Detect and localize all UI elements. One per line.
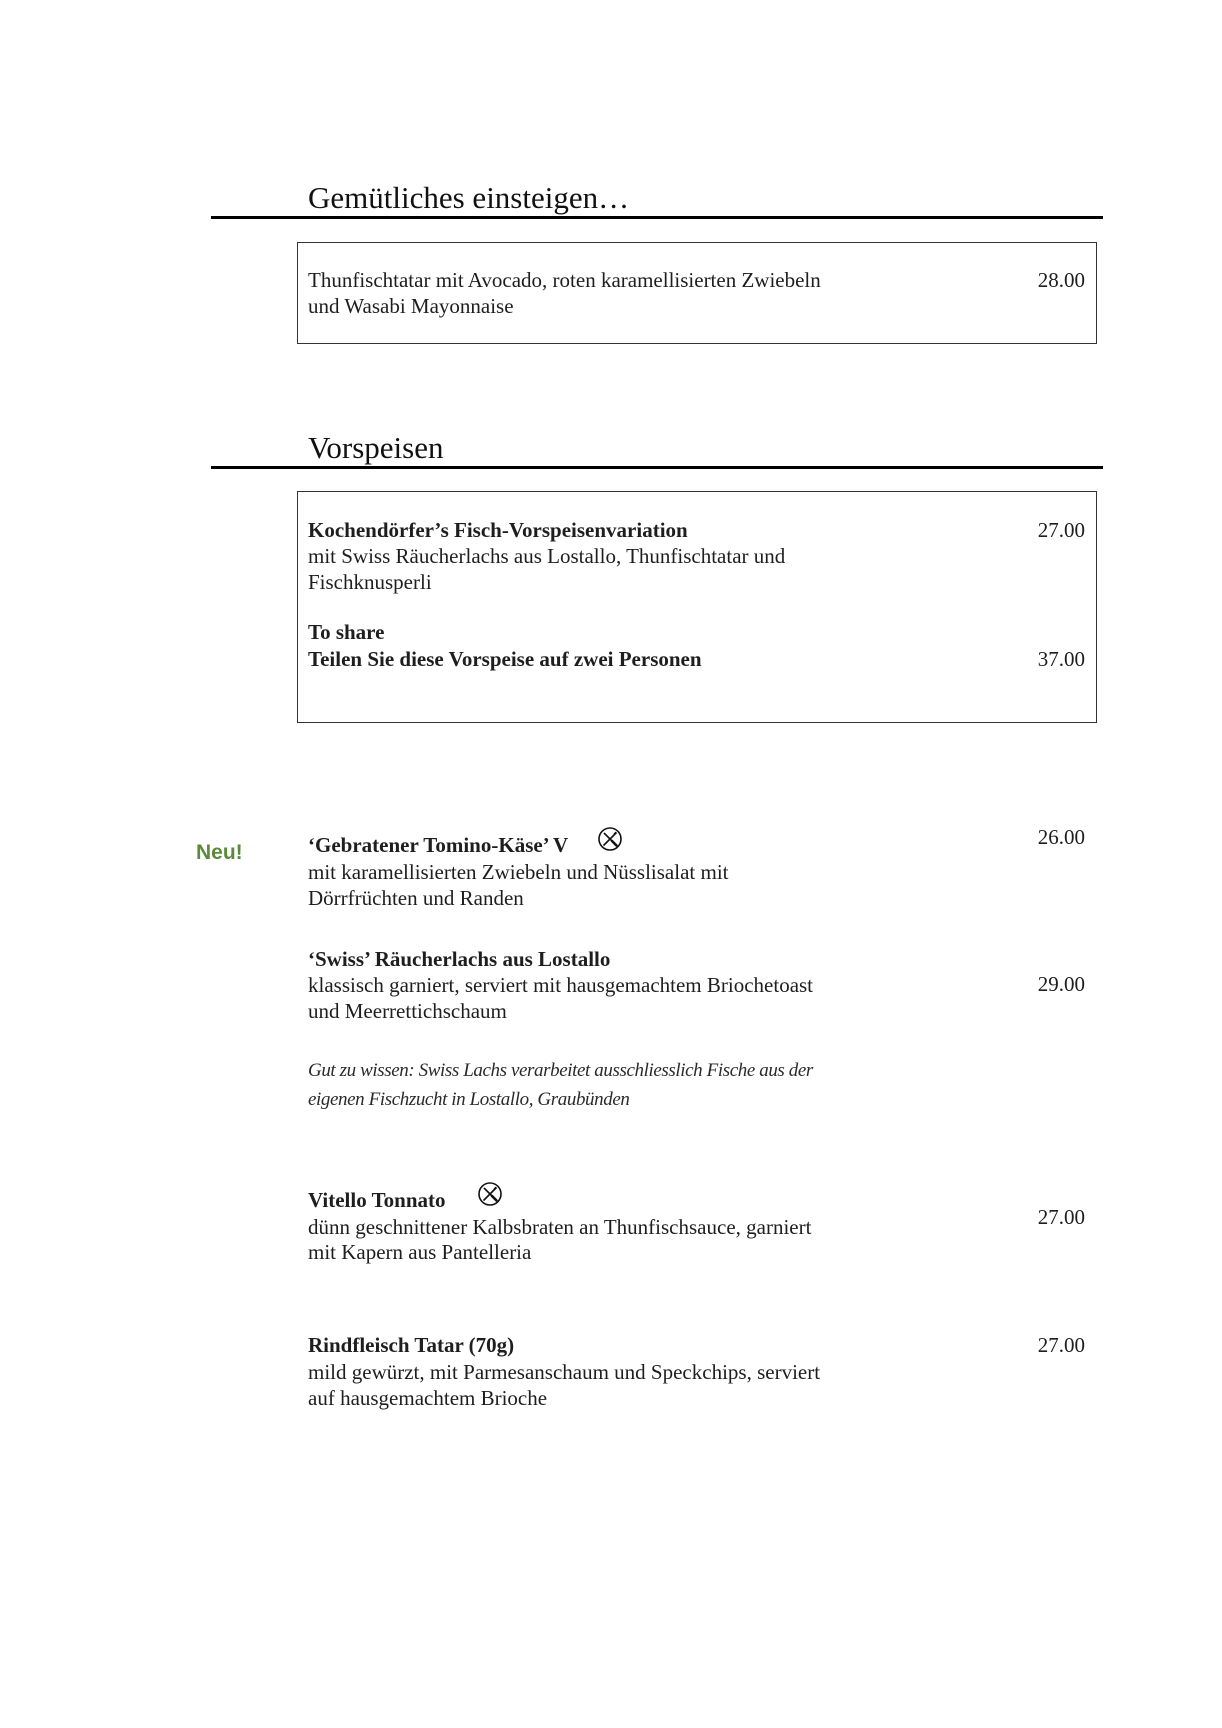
cutlery-circle-icon	[477, 1181, 503, 1207]
item-price: 29.00	[1037, 972, 1085, 996]
info-note-line: eigenen Fischzucht in Lostallo, Graubünden	[308, 1089, 630, 1110]
item-description-line: auf hausgemachtem Brioche	[308, 1386, 548, 1410]
cutlery-circle-icon	[597, 826, 623, 852]
featured-item-description-line: Fischknusperli	[308, 570, 432, 594]
item-name: ‘Swiss’ Räucherlachs aus Lostallo	[308, 947, 611, 971]
featured-item-price: 27.00	[1037, 518, 1085, 542]
item-price: 28.00	[1037, 268, 1085, 292]
share-price: 37.00	[1037, 647, 1085, 671]
info-note-line: Gut zu wissen: Swiss Lachs verarbeitet ausschliesslich Fische aus der	[308, 1060, 813, 1081]
featured-item-description-line: mit Swiss Räucherlachs aus Lostallo, Thunfischtatar und	[308, 544, 786, 568]
section-title-vorspeisen: Vorspeisen	[308, 430, 444, 465]
item-description-line: mit Kapern aus Pantelleria	[308, 1240, 532, 1264]
section-divider	[211, 466, 1103, 469]
item-description-line: Thunfischtatar mit Avocado, roten karamellisierten Zwiebeln	[308, 268, 821, 292]
item-description-line: und Wasabi Mayonnaise	[308, 294, 514, 318]
item-name: ‘Gebratener Tomino-Käse’ V	[308, 833, 569, 857]
section-title-einsteigen: Gemütliches einsteigen…	[308, 180, 630, 215]
featured-item-name: Kochendörfer’s Fisch-Vorspeisenvariation	[308, 518, 688, 542]
item-description-line: dünn geschnittener Kalbsbraten an Thunfischsauce, garniert	[308, 1215, 812, 1239]
item-description-line: und Meerrettichschaum	[308, 999, 507, 1023]
section-divider	[211, 216, 1103, 219]
item-name: Rindfleisch Tatar (70g)	[308, 1333, 515, 1357]
share-label: To share	[308, 620, 385, 644]
new-badge: Neu!	[196, 841, 243, 864]
item-price: 27.00	[1037, 1205, 1085, 1229]
item-name: Vitello Tonnato	[308, 1188, 446, 1212]
share-text: Teilen Sie diese Vorspeise auf zwei Personen	[308, 647, 702, 671]
item-description-line: mild gewürzt, mit Parmesanschaum und Speckchips, serviert	[308, 1360, 821, 1384]
item-price: 27.00	[1037, 1333, 1085, 1357]
item-description-line: Dörrfrüchten und Randen	[308, 886, 524, 910]
item-description-line: mit karamellisierten Zwiebeln und Nüsslisalat mit	[308, 860, 729, 884]
item-price: 26.00	[1037, 825, 1085, 849]
item-description-line: klassisch garniert, serviert mit hausgemachtem Briochetoast	[308, 973, 814, 997]
